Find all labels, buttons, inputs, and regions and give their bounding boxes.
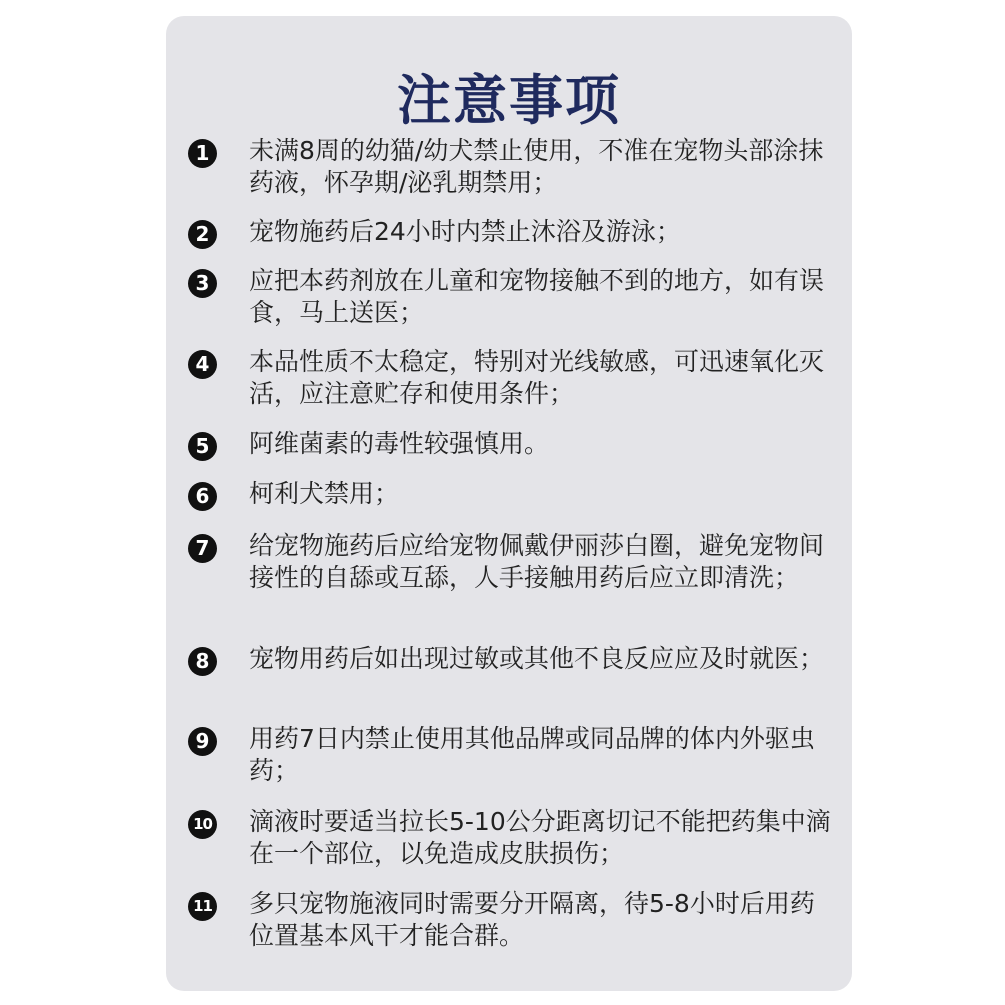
page-title: 注意事项 <box>397 69 621 132</box>
number-badge: 6 <box>188 482 217 511</box>
number-badge: 3 <box>188 269 217 298</box>
item-text: 宠物施药后24小时内禁止沐浴及游泳； <box>249 217 681 246</box>
item-text: 用药7日内禁止使用其他品牌或同品牌的体内外驱虫药； <box>249 724 815 785</box>
number-badge: 7 <box>188 534 217 563</box>
number-badge: 1 <box>188 139 217 168</box>
item-text: 给宠物施药后应给宠物佩戴伊丽莎白圈，避免宠物间接性的自舔或互舔，人手接触用药后应立即清洗； <box>249 531 825 592</box>
item-text: 未满8周的幼猫/幼犬禁止使用，不准在宠物头部涂抹药液，怀孕期/泌乳期禁用； <box>249 136 824 197</box>
item-text: 本品性质不太稳定，特别对光线敏感，可迅速氧化灭活，应注意贮存和使用条件； <box>249 347 825 408</box>
item-text: 多只宠物施液同时需要分开隔离，待5-8小时后用药位置基本风干才能合群。 <box>249 889 815 950</box>
number-badge: 5 <box>188 432 217 461</box>
number-badge: 4 <box>188 350 217 379</box>
number-badge: 2 <box>188 220 217 249</box>
number-badge: 10 <box>188 810 217 839</box>
notice-card <box>166 16 852 991</box>
item-text: 滴液时要适当拉长5-10公分距离切记不能把药集中滴在一个部位，以免造成皮肤损伤； <box>249 807 831 868</box>
item-text: 宠物用药后如出现过敏或其他不良反应应及时就医； <box>249 644 825 673</box>
item-text: 阿维菌素的毒性较强慎用。 <box>249 429 550 458</box>
item-text: 柯利犬禁用； <box>249 479 400 508</box>
number-badge: 8 <box>188 647 217 676</box>
number-badge: 9 <box>188 727 217 756</box>
number-badge: 11 <box>188 892 217 921</box>
item-text: 应把本药剂放在儿童和宠物接触不到的地方，如有误食，马上送医； <box>249 266 825 327</box>
